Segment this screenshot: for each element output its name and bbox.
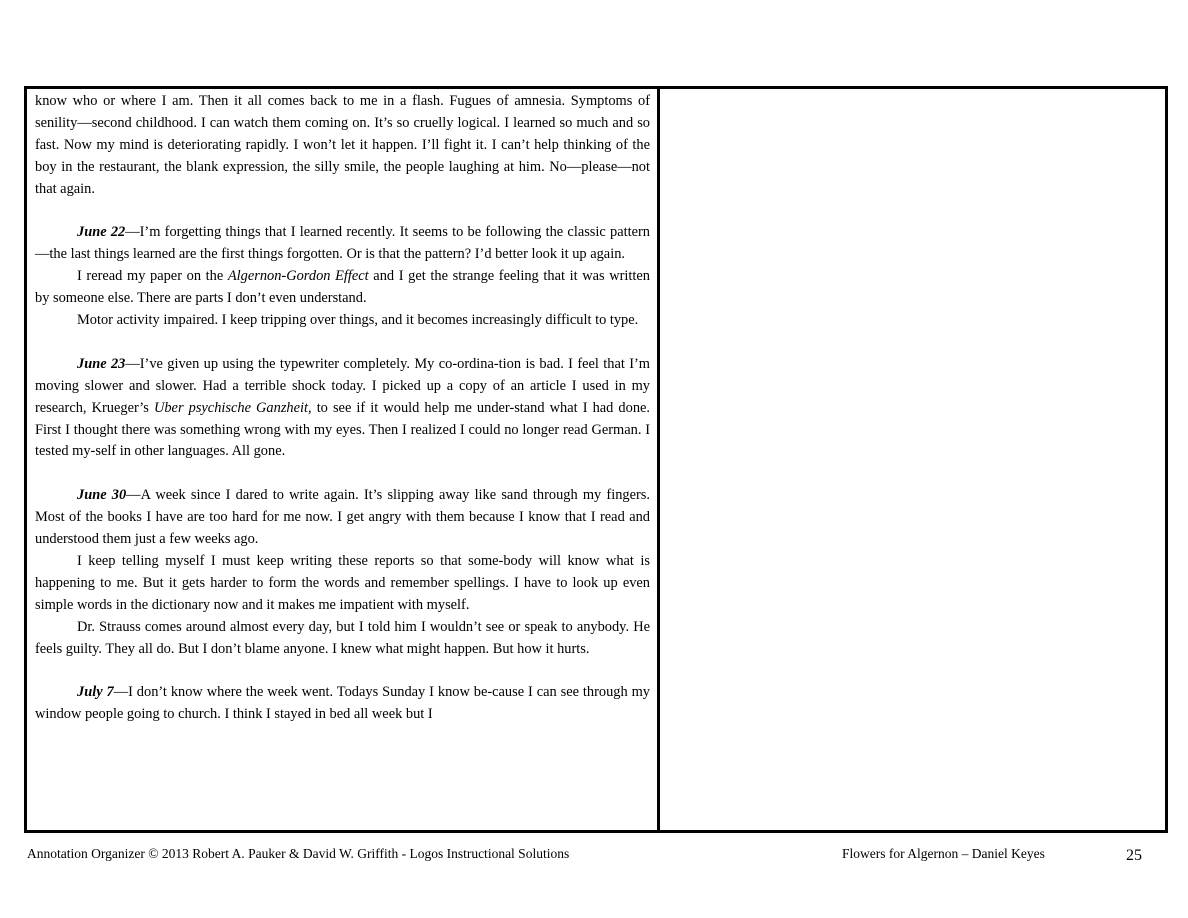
journal-paragraph: Dr. Strauss comes around almost every day, but I told him I wouldn’t see or speak to anybody. He feels guilty. They all do. But I don’t blame anyone. I knew what might happen. But how it hurts. <box>35 618 650 657</box>
text-column <box>27 89 660 830</box>
entry-text: —I’m forgetting things that I learned recently. It seems to be following the classic pattern—the last things learned are the first things forgotten. Or is that the pattern? I’d better look it up again. <box>35 224 651 263</box>
paragraph-text: and I get the strange feeling that it was written by someone else. There are parts I don’t even understand. <box>35 268 651 307</box>
paper-title: Algernon-Gordon Effect <box>227 268 369 285</box>
journal-paragraph: I keep telling myself I must keep writing these reports so that some-body will know what is happening to me. But it gets harder to form the words and remember spellings. I have to look up even simple words in the dictionary now and it makes me impatient with myself. <box>35 552 650 613</box>
page-number: 25 <box>1126 847 1142 864</box>
entry-text: —I’ve given up using the typewriter completely. My co-ordina-tion is bad. I feel that I’m moving slower and slower. Had a terrible shock today. I picked up a copy of an article I used in my research, Krueger’s <box>35 355 650 416</box>
journal-paragraph: know who or where I am. Then it all comes back to me in a flash. Fugues of amnesia. Symptoms of senility—second childhood. I can watch them coming on. It’s so cruelly logical. I learned so much and so fast. Now my mind is deteriorating rapidly. I won’t let it happen. I’ll fight it. I can’t help thinking of the boy in the restaurant, the blank expression, the silly smile, the people laughing at him. No—please—not that again. <box>35 93 650 197</box>
entry-text: —A week since I dared to write again. It’s slipping away like sand through my fingers. Most of the books I have are too hard for me now. I get angry with them because I know that I read and understood them just a few weeks ago. <box>35 487 650 548</box>
annotation-table <box>24 86 1168 833</box>
journal-paragraph: Motor activity impaired. I keep tripping over things, and it becomes increasingly difficult to type. <box>77 312 639 329</box>
entry-text: —I don’t know where the week went. Todays Sunday I know be-cause I can see through my window people going to church. I think I stayed in bed all week but I <box>35 684 650 723</box>
journal-entry-june-22 <box>35 222 650 266</box>
entry-date: June 22 <box>77 224 126 241</box>
footer-book-title: Flowers for Algernon – Daniel Keyes <box>842 846 1045 861</box>
journal-entry-june-23 <box>35 354 650 464</box>
paragraph-text: I reread my paper on the <box>77 268 228 285</box>
entry-date: June 23 <box>77 355 126 372</box>
article-title: Uber psychische Ganzheit, <box>153 399 312 416</box>
footer-copyright: Annotation Organizer © 2013 Robert A. Pauker & David W. Griffith - Logos Instructional Solutions <box>27 846 570 861</box>
journal-entry-june-30 <box>35 485 650 551</box>
journal-paragraph <box>35 266 650 310</box>
entry-text: to see if it would help me under-stand what I had done. First I thought there was something wrong with my eyes. Then I realized I could no longer read German. I tested my-self in other languages. All gone. <box>35 399 651 460</box>
entry-date: July 7 <box>77 684 114 701</box>
journal-entry-july-7 <box>35 682 650 726</box>
annotation-column <box>660 89 1165 830</box>
entry-date: June 30 <box>77 487 127 504</box>
